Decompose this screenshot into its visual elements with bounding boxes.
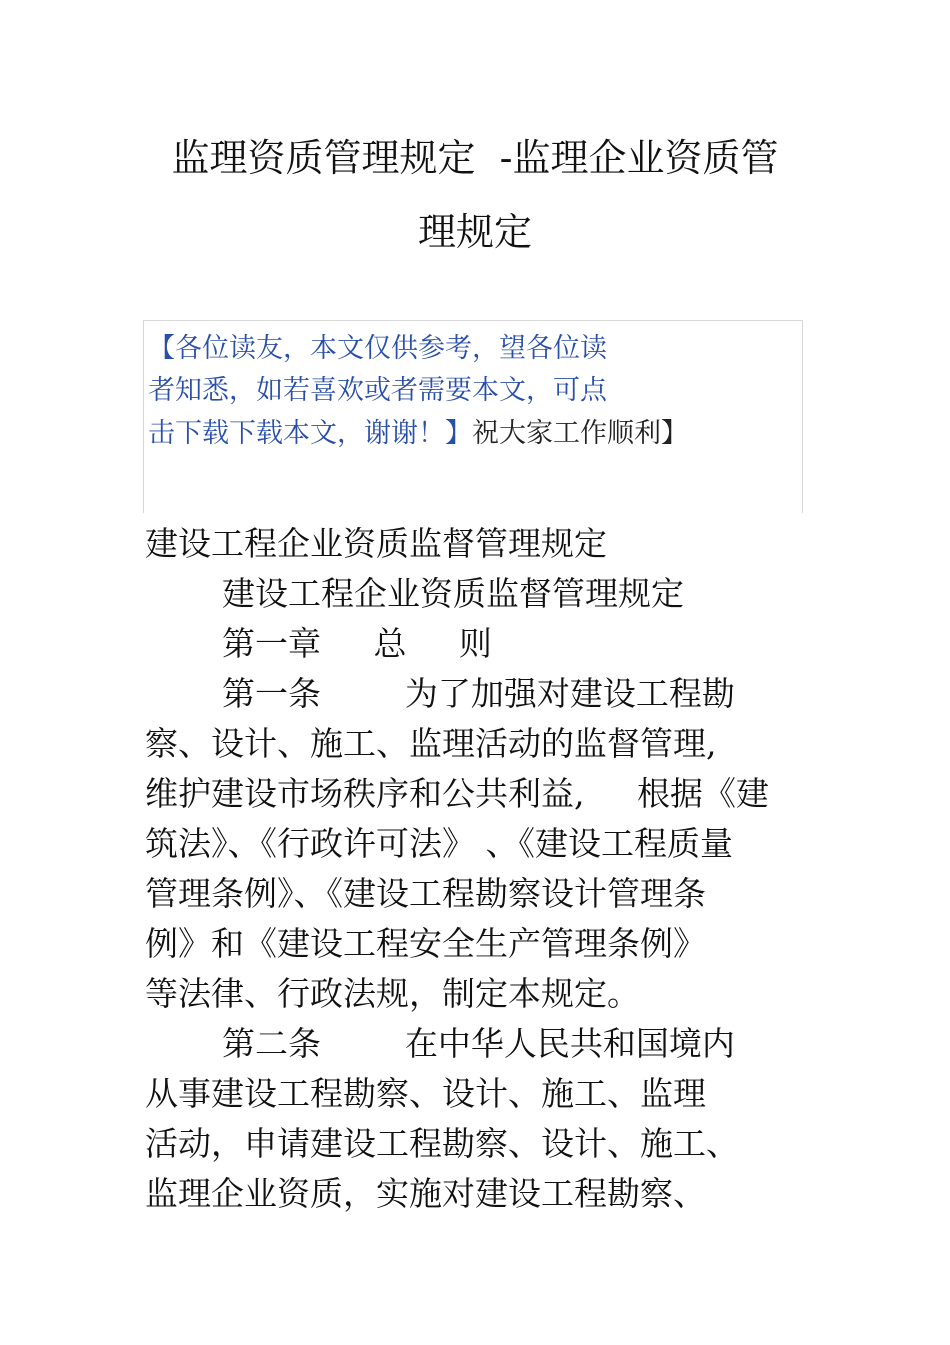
body-line: 维护建设市场秩序和公共利益, 根据《建 [145,774,769,813]
body-line: 第一条 为了加强对建设工程勘 [222,674,735,713]
notice-line-1: 【各位读友，本文仅供参考，望各位读 [148,333,607,364]
document-title-line-1: 监理资质管理规定 -监理企业资质管 [171,136,779,180]
notice-wish-text: 祝大家工作顺利】 [472,418,688,449]
download-link-text[interactable]: 击下载下载本文，谢谢！】 [148,418,472,449]
body-line: 例》和《建设工程安全生产管理条例》 [145,924,706,963]
body-line: 第二条 在中华人民共和国境内 [222,1024,735,1063]
body-line: 等法律、行政法规，制定本规定。 [145,974,640,1013]
body-line: 筑法》、《行政许可法》 、《建设工程质量 [145,824,733,863]
body-line: 从事建设工程勘察、设计、施工、监理 [145,1074,706,1113]
document-title-line-2: 理规定 [417,210,532,254]
body-line: 管理条例》、《建设工程勘察设计管理条 [145,874,706,913]
chapter-heading: 第一章 总 则 [222,624,492,663]
body-line: 建设工程企业资质监督管理规定 [222,574,684,613]
body-line: 建设工程企业资质监督管理规定 [145,524,607,563]
download-notice-box [143,320,803,513]
body-line: 活动，申请建设工程勘察、设计、施工、 [145,1124,739,1163]
notice-line-3 [148,418,688,450]
body-line: 监理企业资质，实施对建设工程勘察、 [145,1174,706,1213]
body-line: 察、设计、施工、监理活动的监督管理, [145,724,717,763]
notice-line-2: 者知悉，如若喜欢或者需要本文，可点 [148,375,607,406]
